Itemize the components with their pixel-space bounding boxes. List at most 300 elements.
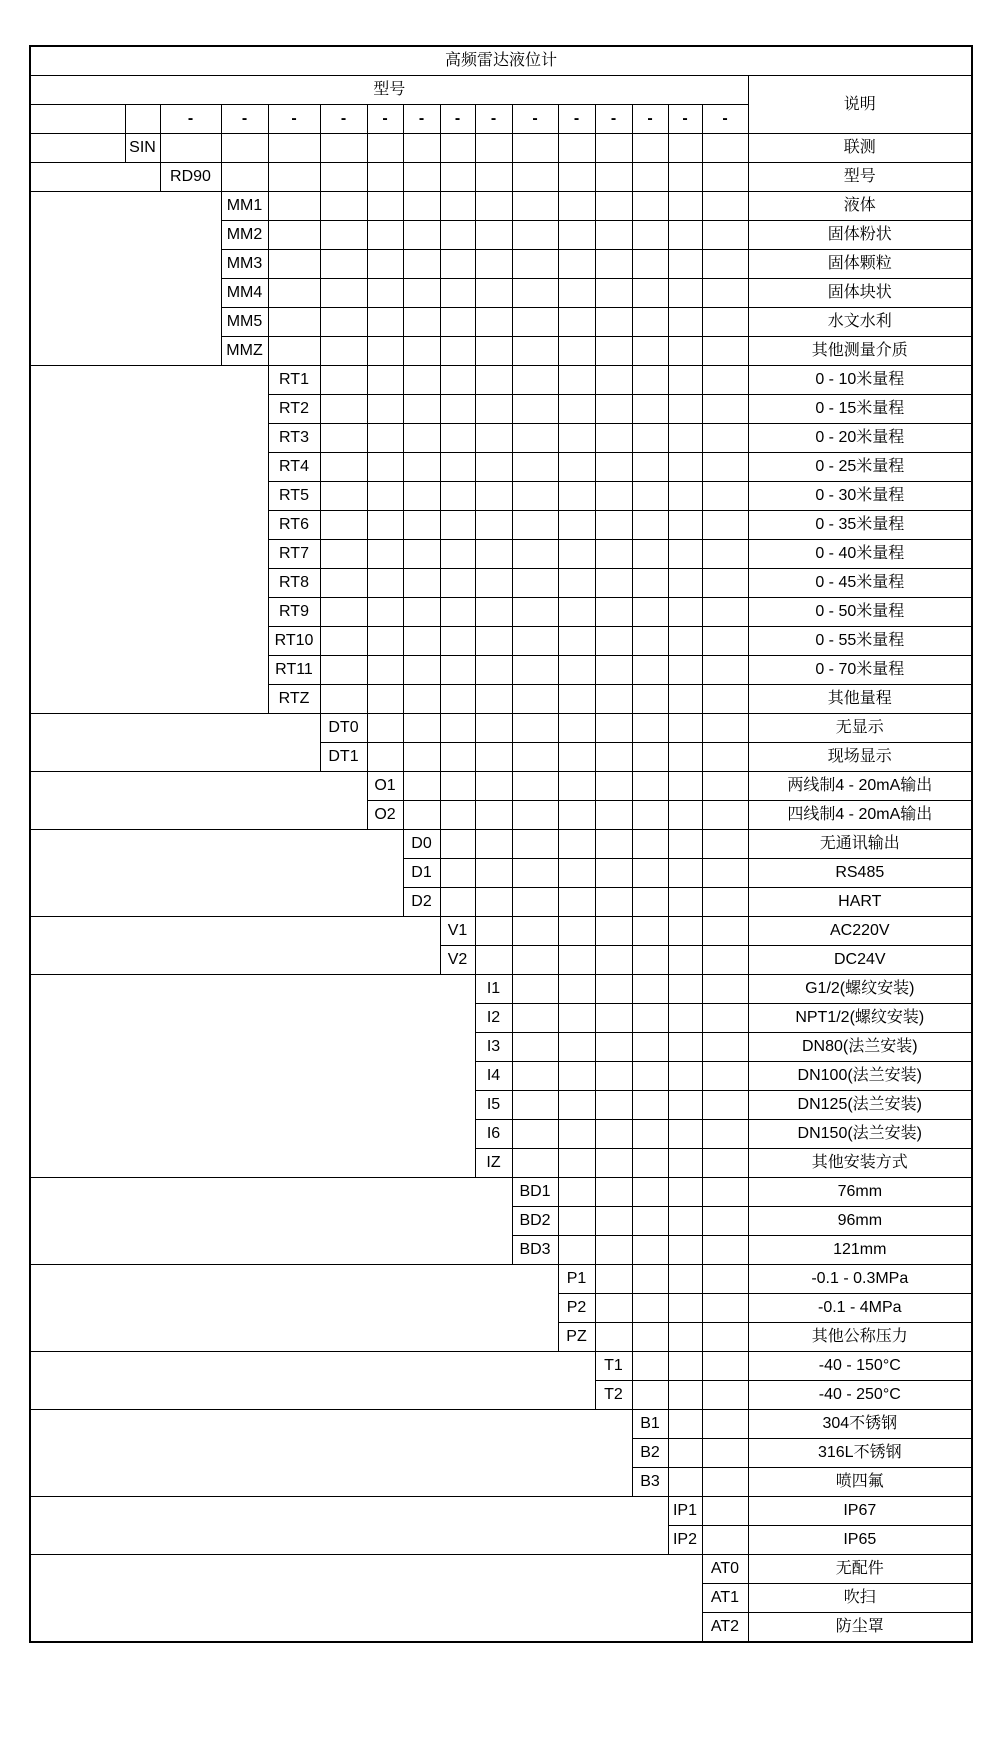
empty-grid-cell [702,337,748,366]
empty-grid-cell [403,540,440,569]
table-row [30,1178,972,1207]
table-row [30,975,972,1004]
code-cell: I2 [475,1004,512,1033]
empty-grid-cell [595,1149,632,1178]
empty-grid-cell [268,221,320,250]
empty-grid-cell [367,685,403,714]
model-separator-dash: - [367,105,403,134]
empty-grid-cell [702,1033,748,1062]
description-cell: 76mm [748,1178,972,1207]
empty-grid-cell [367,627,403,656]
empty-grid-cell [702,743,748,772]
code-cell: RT7 [268,540,320,569]
empty-grid-cell [632,975,668,1004]
empty-grid-cell [558,1207,595,1236]
description-cell: IP67 [748,1497,972,1526]
description-cell: 型号 [748,163,972,192]
code-cell: MM3 [221,250,268,279]
description-cell: RS485 [748,859,972,888]
category-label-cell: 耐温等级 [30,1352,595,1410]
empty-grid-cell [512,946,558,975]
empty-grid-cell [668,598,702,627]
empty-grid-cell [702,511,748,540]
empty-grid-cell [595,1178,632,1207]
empty-grid-cell [668,1294,702,1323]
empty-grid-cell [702,1149,748,1178]
empty-grid-cell [632,859,668,888]
empty-grid-cell [632,366,668,395]
model-separator-dash: - [268,105,320,134]
empty-grid-cell [558,975,595,1004]
empty-grid-cell [268,279,320,308]
empty-grid-cell [595,511,632,540]
code-cell: DT1 [320,743,367,772]
empty-grid-cell [668,801,702,830]
empty-grid-cell [320,163,367,192]
empty-grid-cell [702,1120,748,1149]
empty-grid-cell [632,743,668,772]
description-cell: 0 - 15米量程 [748,395,972,424]
category-label-cell: 配件类型 [30,1555,702,1643]
empty-grid-cell [320,511,367,540]
empty-grid-cell [558,511,595,540]
empty-grid-cell [632,598,668,627]
code-cell: AT2 [702,1613,748,1643]
code-cell: P1 [558,1265,595,1294]
model-separator-dash: - [632,105,668,134]
empty-grid-cell [595,1120,632,1149]
empty-grid-cell [440,830,475,859]
empty-grid-cell [632,1149,668,1178]
empty-grid-cell [512,772,558,801]
empty-grid-cell [595,743,632,772]
description-cell: 其他安装方式 [748,1149,972,1178]
code-cell: D0 [403,830,440,859]
empty-grid-cell [702,685,748,714]
empty-grid-cell [475,279,512,308]
empty-grid-cell [668,859,702,888]
empty-grid-cell [558,685,595,714]
empty-grid-cell [702,1265,748,1294]
code-cell: IP1 [668,1497,702,1526]
empty-grid-cell [512,627,558,656]
empty-grid-cell [668,424,702,453]
description-cell: 两线制4 - 20mA输出 [748,772,972,801]
category-label-cell: 安装方式 [30,975,475,1178]
description-cell: HART [748,888,972,917]
empty-grid-cell [403,772,440,801]
description-cell: 无通讯输出 [748,830,972,859]
code-cell: RT8 [268,569,320,598]
code-cell: I3 [475,1033,512,1062]
empty-grid-cell [558,134,595,163]
empty-grid-cell [702,975,748,1004]
empty-grid-cell [403,308,440,337]
empty-grid-cell [512,859,558,888]
empty-grid-cell [558,917,595,946]
empty-grid-cell [632,1004,668,1033]
empty-grid-cell [632,163,668,192]
empty-grid-cell [668,685,702,714]
description-cell: DN125(法兰安装) [748,1091,972,1120]
empty-grid-cell [595,772,632,801]
code-cell: MM4 [221,279,268,308]
empty-grid-cell [320,134,367,163]
empty-grid-cell [320,453,367,482]
code-cell: BD3 [512,1236,558,1265]
empty-grid-cell [440,511,475,540]
empty-grid-cell [367,511,403,540]
empty-grid-cell [632,1091,668,1120]
empty-grid-cell [595,453,632,482]
empty-grid-cell [632,627,668,656]
empty-grid-cell [403,569,440,598]
empty-grid-cell [702,1323,748,1352]
empty-grid-cell [403,134,440,163]
empty-grid-cell [403,743,440,772]
code-cell: BD2 [512,1207,558,1236]
description-cell: 121mm [748,1236,972,1265]
empty-grid-cell [702,1410,748,1439]
empty-grid-cell [512,163,558,192]
empty-grid-cell [595,627,632,656]
empty-grid-cell [160,134,221,163]
empty-grid-cell [668,482,702,511]
empty-grid-cell [702,1497,748,1526]
empty-grid-cell [595,1091,632,1120]
description-cell: 固体粉状 [748,221,972,250]
empty-grid-cell [632,714,668,743]
empty-grid-cell [558,192,595,221]
empty-grid-cell [632,1207,668,1236]
empty-grid-cell [702,656,748,685]
model-separator-dash: - [702,105,748,134]
empty-grid-cell [475,511,512,540]
empty-grid-cell [512,743,558,772]
description-cell: NPT1/2(螺纹安装) [748,1004,972,1033]
empty-grid-cell [668,308,702,337]
empty-grid-cell [475,337,512,366]
empty-grid-cell [595,1323,632,1352]
code-cell: AT0 [702,1555,748,1584]
empty-grid-cell [632,1236,668,1265]
empty-grid-cell [668,772,702,801]
empty-grid-cell [403,598,440,627]
empty-grid-cell [595,192,632,221]
description-cell: 其他量程 [748,685,972,714]
description-cell: 其他公称压力 [748,1323,972,1352]
category-label-cell: 喇叭口直径 [30,1178,512,1265]
empty-grid-cell [512,830,558,859]
empty-grid-cell [632,1033,668,1062]
empty-grid-cell [632,250,668,279]
empty-grid-cell [595,801,632,830]
category-label-cell: 显示类型 [30,714,320,772]
description-cell: DN150(法兰安装) [748,1120,972,1149]
empty-grid-cell [367,424,403,453]
empty-grid-cell [668,569,702,598]
empty-grid-cell [702,308,748,337]
empty-grid-cell [702,1381,748,1410]
empty-grid-cell [668,1468,702,1497]
empty-grid-cell [702,395,748,424]
empty-grid-cell [440,685,475,714]
empty-grid-cell [632,1265,668,1294]
empty-grid-cell [367,569,403,598]
model-separator-dash: - [160,105,221,134]
code-cell: T2 [595,1381,632,1410]
empty-grid-cell [512,1033,558,1062]
description-cell: 固体颗粒 [748,250,972,279]
empty-grid-cell [440,540,475,569]
empty-grid-cell [512,1004,558,1033]
empty-grid-cell [558,656,595,685]
code-cell: RT3 [268,424,320,453]
empty-grid-cell [320,308,367,337]
model-separator-dash: - [512,105,558,134]
table-row [30,163,972,192]
empty-grid-cell [595,1236,632,1265]
code-cell: MM1 [221,192,268,221]
description-cell: 水文水利 [748,308,972,337]
empty-grid-cell [475,917,512,946]
empty-grid-cell [440,743,475,772]
empty-grid-cell [595,859,632,888]
category-label-cell: 防护等级 [30,1497,668,1555]
description-cell: 无显示 [748,714,972,743]
code-cell: B1 [632,1410,668,1439]
code-cell: SIN [125,134,160,163]
empty-grid-cell [221,134,268,163]
description-cell: IP65 [748,1526,972,1555]
code-cell: O2 [367,801,403,830]
empty-grid-cell [558,598,595,627]
empty-grid-cell [512,308,558,337]
empty-grid-cell [320,337,367,366]
empty-grid-cell [558,888,595,917]
model-header: 型号 [30,76,748,105]
empty-grid-cell [632,569,668,598]
description-cell: 防尘罩 [748,1613,972,1643]
empty-grid-cell [268,134,320,163]
code-cell: V2 [440,946,475,975]
code-cell: MM2 [221,221,268,250]
code-cell: RD90 [160,163,221,192]
empty-grid-cell [512,250,558,279]
empty-grid-cell [558,859,595,888]
empty-grid-cell [558,308,595,337]
empty-grid-cell [595,1265,632,1294]
empty-grid-cell [367,337,403,366]
empty-grid-cell [558,1004,595,1033]
empty-grid-cell [440,598,475,627]
header-row [30,76,972,105]
empty-grid-cell [632,221,668,250]
model-separator-dash: - [475,105,512,134]
model-selection-table [29,45,973,1643]
empty-grid-cell [512,1149,558,1178]
empty-grid-cell [668,888,702,917]
category-label-cell: 通讯输出类型 [30,830,403,917]
empty-grid-cell [475,743,512,772]
code-cell: AT1 [702,1584,748,1613]
code-cell: D1 [403,859,440,888]
table-row [30,192,972,221]
empty-grid-cell [632,656,668,685]
empty-grid-cell [268,250,320,279]
category-label-cell: 型号 [30,163,160,192]
empty-grid-cell [668,192,702,221]
empty-grid-cell [440,134,475,163]
empty-grid-cell [512,1091,558,1120]
empty-grid-cell [403,424,440,453]
empty-grid-cell [558,279,595,308]
empty-grid-cell [595,1207,632,1236]
empty-grid-cell [668,221,702,250]
empty-grid-cell [668,1091,702,1120]
empty-grid-cell [367,279,403,308]
empty-grid-cell [668,1323,702,1352]
empty-grid-cell [558,714,595,743]
model-separator-dash: - [668,105,702,134]
empty-grid-cell [702,1352,748,1381]
empty-grid-cell [367,482,403,511]
empty-grid-cell [221,163,268,192]
empty-grid-cell [595,685,632,714]
empty-grid-cell [668,366,702,395]
empty-grid-cell [558,395,595,424]
empty-grid-cell [702,569,748,598]
description-cell: G1/2(螺纹安装) [748,975,972,1004]
empty-grid-cell [702,946,748,975]
empty-grid-cell [512,1120,558,1149]
empty-grid-cell [320,656,367,685]
code-cell: PZ [558,1323,595,1352]
empty-grid-cell [512,888,558,917]
empty-grid-cell [512,482,558,511]
empty-grid-cell [702,1178,748,1207]
empty-grid-cell [367,395,403,424]
empty-grid-cell [403,714,440,743]
empty-grid-cell [702,714,748,743]
empty-grid-cell [320,482,367,511]
code-cell: RT10 [268,627,320,656]
empty-grid-cell [702,598,748,627]
table-row [30,830,972,859]
empty-grid-cell [475,540,512,569]
empty-grid-cell [475,250,512,279]
description-cell: DC24V [748,946,972,975]
empty-grid-cell [702,1004,748,1033]
empty-grid-cell [595,888,632,917]
empty-grid-cell [268,337,320,366]
empty-grid-cell [558,1120,595,1149]
empty-grid-cell [475,569,512,598]
empty-grid-cell [668,540,702,569]
empty-grid-cell [320,540,367,569]
empty-grid-cell [367,221,403,250]
empty-grid-cell [595,395,632,424]
empty-grid-cell [558,366,595,395]
empty-grid-cell [668,1149,702,1178]
empty-grid-cell [440,569,475,598]
empty-grid-cell [320,250,367,279]
empty-grid-cell [367,453,403,482]
empty-grid-cell [320,627,367,656]
description-cell: -0.1 - 4MPa [748,1294,972,1323]
empty-grid-cell [512,598,558,627]
empty-grid-cell [558,453,595,482]
empty-grid-cell [558,221,595,250]
empty-grid-cell [702,1236,748,1265]
empty-grid-cell [440,656,475,685]
empty-grid-cell [367,540,403,569]
empty-grid-cell [632,337,668,366]
code-cell: IP2 [668,1526,702,1555]
empty-grid-cell [632,685,668,714]
empty-grid-cell [595,1062,632,1091]
empty-grid-cell [367,308,403,337]
empty-grid-cell [668,1120,702,1149]
empty-grid-cell [403,366,440,395]
empty-grid-cell [403,250,440,279]
empty-grid-cell [668,1033,702,1062]
table-row [30,714,972,743]
empty-grid-cell [668,1410,702,1439]
code-cell: RT1 [268,366,320,395]
code-cell: D2 [403,888,440,917]
description-cell: DN80(法兰安装) [748,1033,972,1062]
empty-grid-cell [512,279,558,308]
empty-grid-cell [668,1178,702,1207]
empty-grid-cell [475,424,512,453]
empty-grid-cell [668,946,702,975]
empty-grid-cell [367,250,403,279]
code-cell: B3 [632,1468,668,1497]
empty-grid-cell [668,337,702,366]
empty-grid-cell [668,1207,702,1236]
empty-grid-cell [702,1294,748,1323]
empty-grid-cell [595,250,632,279]
empty-grid-cell [475,482,512,511]
empty-grid-cell [632,1120,668,1149]
empty-grid-cell [558,772,595,801]
empty-grid-cell [595,1294,632,1323]
description-cell: 吹扫 [748,1584,972,1613]
empty-grid-cell [702,1207,748,1236]
empty-grid-cell [668,917,702,946]
empty-grid-cell [475,134,512,163]
empty-grid-cell [440,627,475,656]
table-row [30,772,972,801]
empty-grid-cell [367,192,403,221]
empty-grid-cell [475,656,512,685]
empty-grid-cell [320,685,367,714]
empty-grid-cell [632,1062,668,1091]
table-row [30,134,972,163]
description-cell: 液体 [748,192,972,221]
empty-grid-cell [558,540,595,569]
model-separator-dash: - [320,105,367,134]
empty-grid-cell [403,801,440,830]
empty-grid-cell [475,192,512,221]
empty-grid-cell [595,569,632,598]
empty-grid-cell [668,743,702,772]
empty-grid-cell [632,801,668,830]
empty-grid-cell [632,1352,668,1381]
empty-grid-cell [632,395,668,424]
empty-grid-cell [668,279,702,308]
